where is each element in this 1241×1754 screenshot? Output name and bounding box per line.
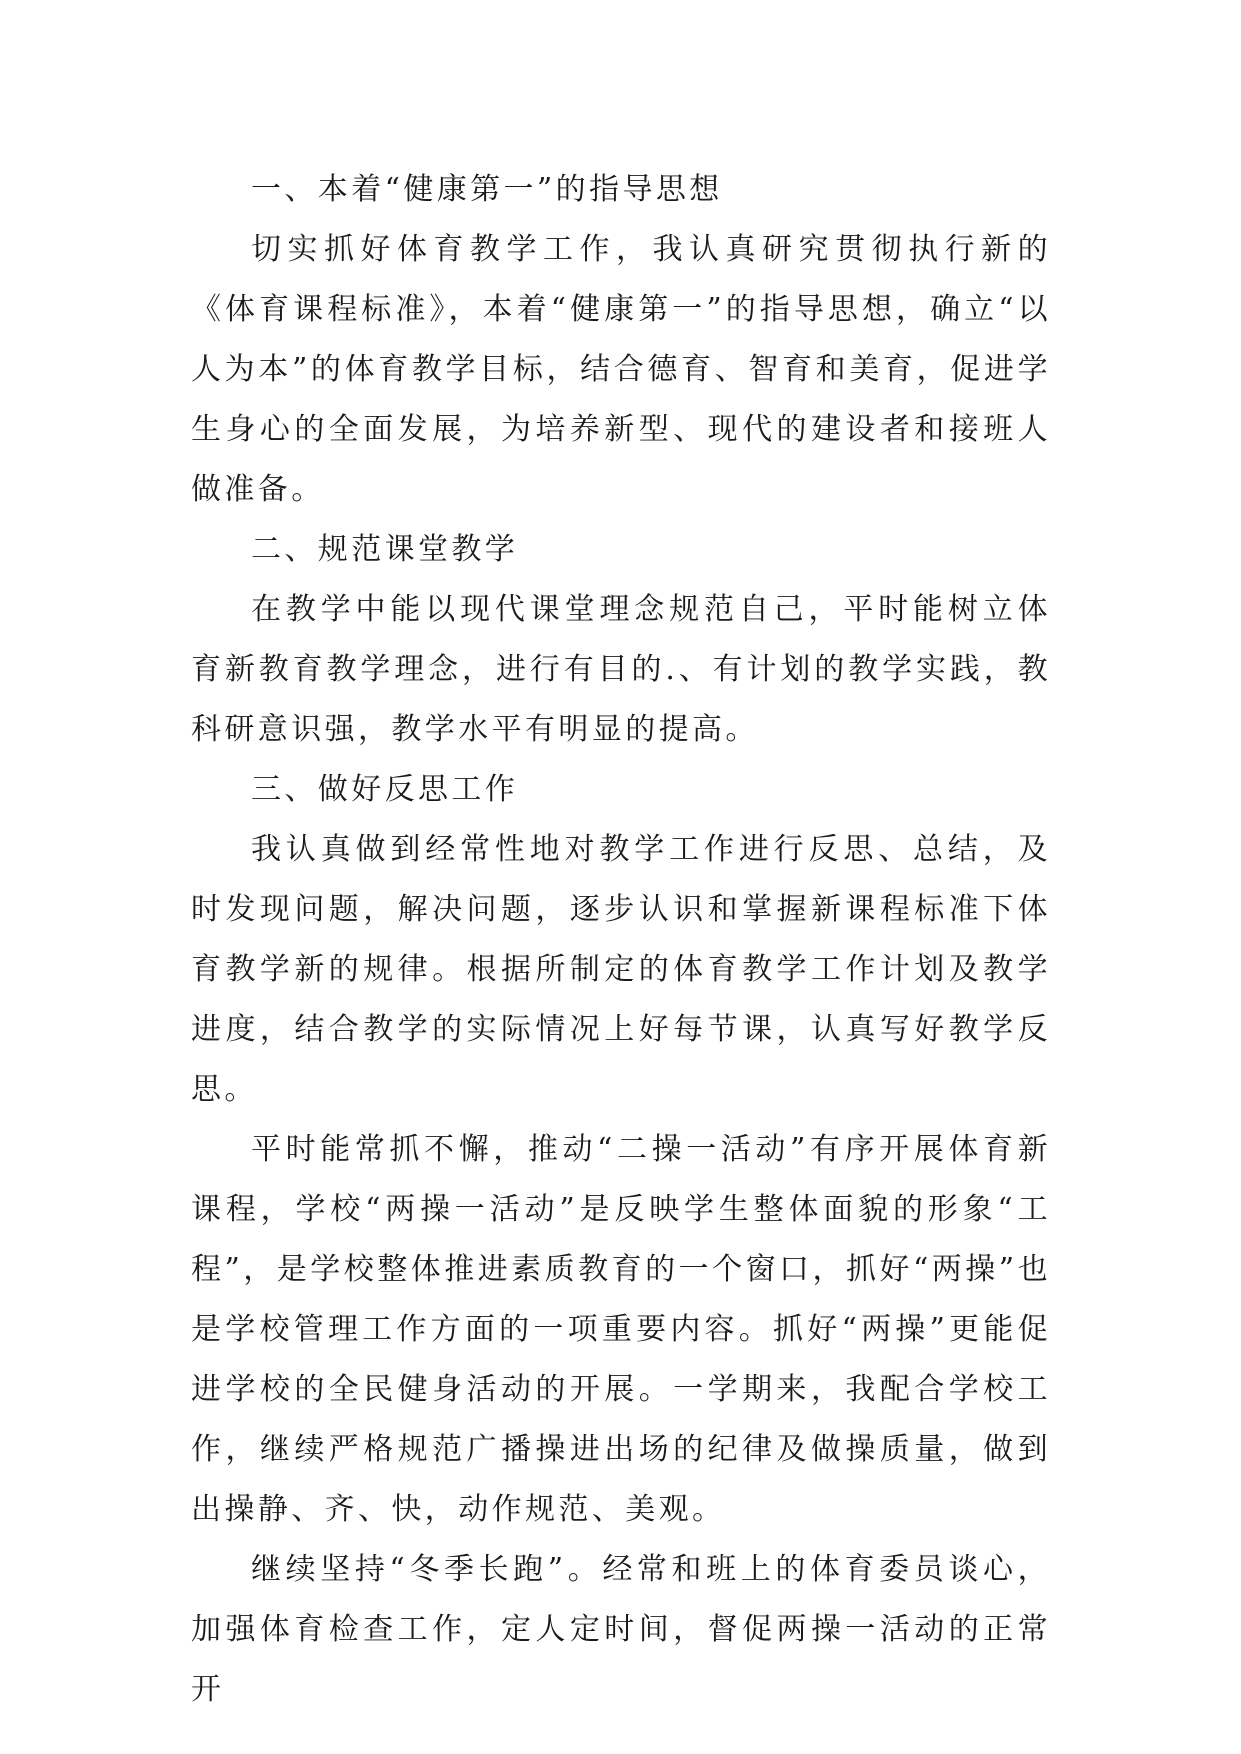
paragraph-5: 继续坚持“冬季长跑”。经常和班上的体育委员谈心，加强体育检查工作，定人定时间，督促两操一活动的正常开 [191,1552,1051,1707]
section-heading-1: 一、本着“健康第一”的指导思想 [251,172,723,207]
paragraph-3: 我认真做到经常性地对教学工作进行反思、总结，及时发现问题，解决问题，逐步认识和掌握新课程标准下体育教学新的规律。根据所制定的体育教学工作计划及教学进度，结合教学的实际情况上好每节课，认真写好教学反思。 [191,832,1051,1107]
section-heading-2: 二、规范课堂教学 [251,532,519,567]
section-heading-3: 三、做好反思工作 [251,772,519,807]
paragraph-1: 切实抓好体育教学工作，我认真研究贯彻执行新的《体育课程标准》，本着“健康第一”的指导思想，确立“以人为本”的体育教学目标，结合德育、智育和美育，促进学生身心的全面发展，为培养新型、现代的建设者和接班人做准备。 [191,232,1051,507]
paragraph-2: 在教学中能以现代课堂理念规范自己，平时能树立体育新教育教学理念，进行有目的.、有计划的教学实践，教科研意识强，教学水平有明显的提高。 [191,592,1051,747]
document-body [191,160,1051,1720]
paragraph-4: 平时能常抓不懈，推动“二操一活动”有序开展体育新课程，学校“两操一活动”是反映学生整体面貌的形象“工程”，是学校整体推进素质教育的一个窗口，抓好“两操”也是学校管理工作方面的一项重要内容。抓好“两操”更能促进学校的全民健身活动的开展。一学期来，我配合学校工作，继续严格规范广播操进出场的纪律及做操质量，做到出操静、齐、快，动作规范、美观。 [191,1132,1051,1527]
